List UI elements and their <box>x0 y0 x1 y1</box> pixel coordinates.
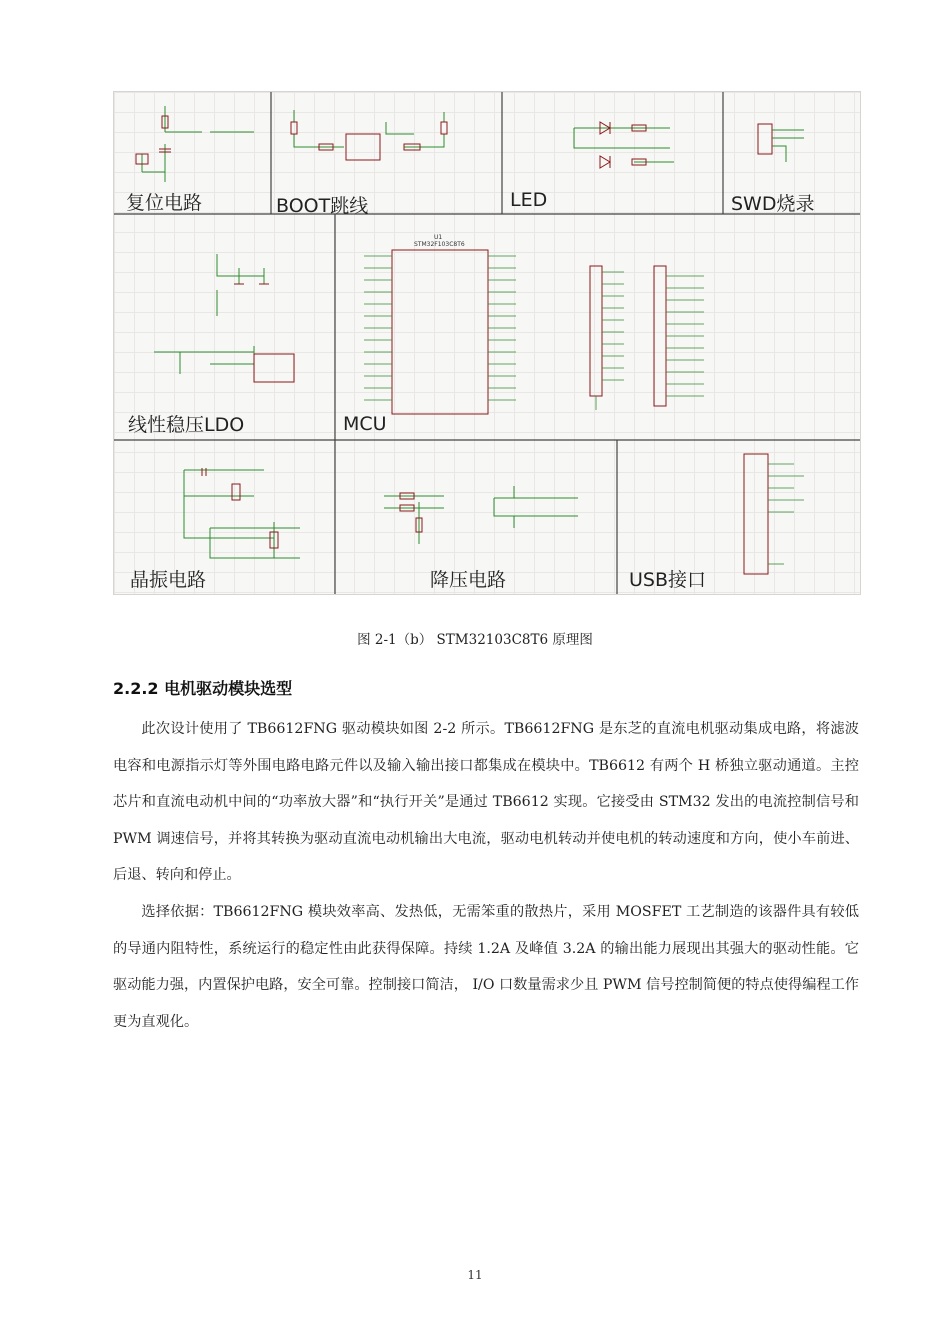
mcu-chip-ref: U1 <box>434 234 443 241</box>
section-title-led: LED <box>510 189 548 211</box>
schematic-drawing <box>114 92 860 594</box>
section-title-crystal: 晶振电路 <box>130 569 207 591</box>
section-title-boot: BOOT跳线 <box>276 195 369 217</box>
mcu-chip-part: STM32F103C8T6 <box>414 241 465 248</box>
section-title-usb: USB接口 <box>629 569 707 591</box>
figure-caption: 图 2-1（b） STM32103C8T6 原理图 <box>357 632 593 648</box>
paragraph-1: 此次设计使用了 TB6612FNG 驱动模块如图 2-2 所示。TB6612FNG 是东芝的直流电机驱动集成电路，将滤波电容和电源指示灯等外围电路电路元件以及输入输出接口都集成在模块中。TB6612 有两个 H 桥独立驱动通道。主控芯片和直流电动机中间的“功率放大器”和“执行开关”是通过 TB6612 实现。它接受由 STM32 发出的电流控制信号和 PWM 调速信号，并将其转换为驱动直流电动机输出大电流，驱动电机转动并使电机的转动速度和方向，使小车前进、后退、转向和停止。 <box>113 721 859 883</box>
section-title-mcu: MCU <box>343 413 387 435</box>
paragraph-2: 选择依据：TB6612FNG 模块效率高、发热低，无需笨重的散热片，采用 MOSFET 工艺制造的该器件具有较低的导通内阻特性，系统运行的稳定性由此获得保障。持续 1.2A 及峰值 3.2A 的输出能力展现出其强大的驱动性能。它驱动能力强，内置保护电路，安全可靠。控制接口简洁， I/O 口数量需求少且 PWM 信号控制简便的特点使得编程工作更为直观化。 <box>113 904 859 1030</box>
schematic-figure <box>113 91 861 595</box>
section-title-swd: SWD烧录 <box>731 193 815 215</box>
page-number: 11 <box>467 1268 483 1282</box>
section-title-ldo: 线性稳压LDO <box>128 414 245 436</box>
section-title-reset: 复位电路 <box>126 192 203 214</box>
section-heading: 2.2.2 电机驱动模块选型 <box>113 679 293 698</box>
section-title-buck: 降压电路 <box>430 569 507 591</box>
